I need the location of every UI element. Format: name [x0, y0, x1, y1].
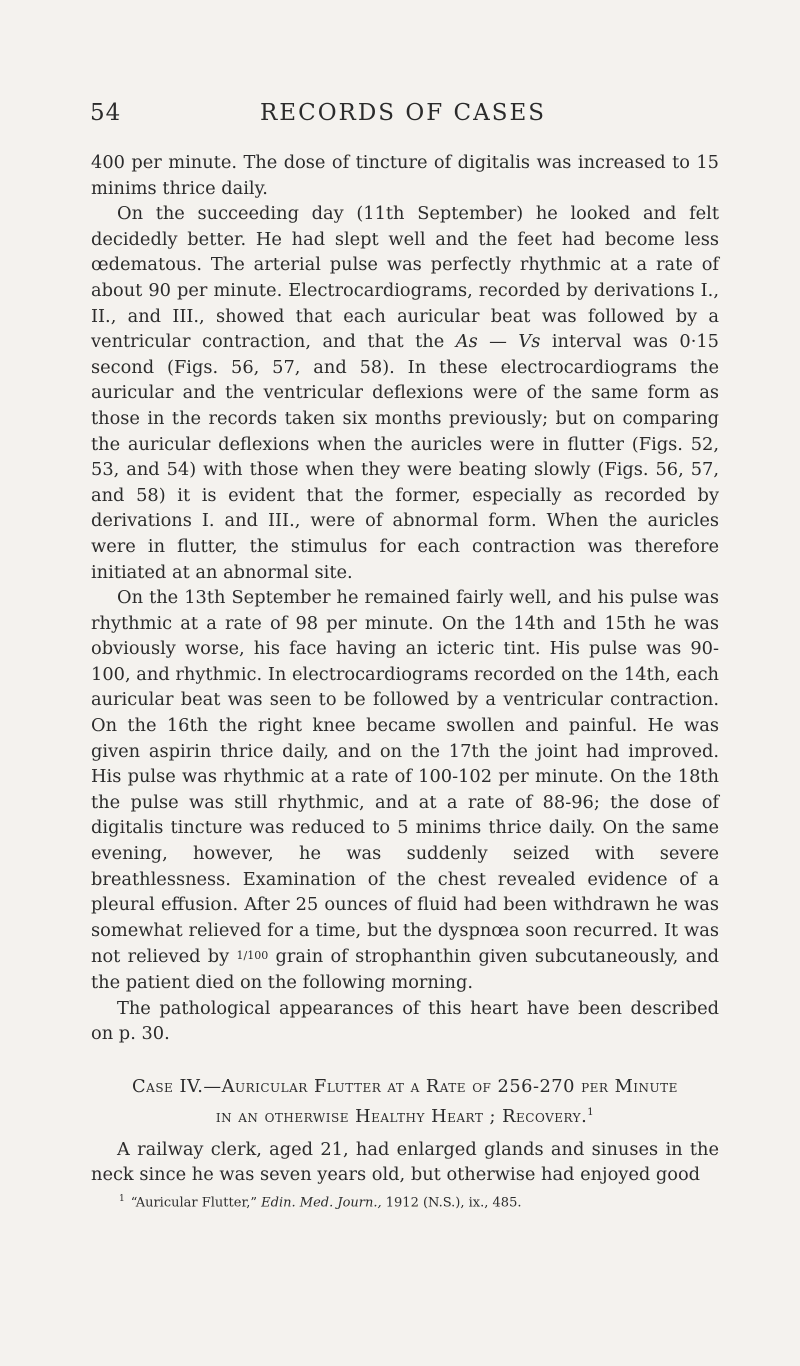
case-heading-footnote-ref[interactable]: 1 [587, 1106, 595, 1118]
paragraph-2-part-2: interval was 0·15 second (Figs. 56, 57, and 58). In these electrocardiograms the auricular and the ventricular deflexions were of the same form as those in the records taken six months previously; but on comparing the auricular deflexions when the auricles were in flutter (Figs. 52, 53, and 54) with those when they were beating slowly (Figs. 56, 57, and 58) it is evident that the former, especially as recorded by derivations I. and III., were of abnormal form. When the auricles were in flutter, the stimulus for each contraction was therefore initiated at an abnormal site. [91, 331, 719, 583]
footnote-text-start: “Auricular Flutter,” [130, 1195, 258, 1211]
running-head [90, 100, 716, 130]
case-heading-line-2 [91, 1100, 719, 1130]
paragraph-1: 400 per minute. The dose of tincture of digitalis was increased to 15 minims thrice daily. [91, 152, 719, 199]
paragraph-3-part-2: grain of strophanthin given subcutaneously, and the patient died on the following morning. [91, 946, 719, 993]
footnote-marker: 1 [119, 1193, 125, 1204]
footnote [91, 1190, 719, 1212]
fraction: 1/100 [236, 949, 269, 963]
interval-label: As — Vs [455, 331, 541, 353]
case-heading-line-2-text: in an otherwise Healthy Heart ; Recovery. [215, 1105, 588, 1127]
paragraph-4: The pathological appearances of this heart have been described on p. 30. [91, 997, 719, 1045]
case-heading-line-1: Case IV.—Auricular Flutter at a Rate of 256-270 per Minute [132, 1075, 678, 1097]
paragraph-3-part-1: On the 13th September he remained fairly well, and his pulse was rhythmic at a rate of 98 per minute. On the 14th and 15th he was obviously worse, his face having an icteric tint. His pulse was 90-100, and rhythmic. In electrocardiograms recorded on the 14th, each auricular beat was seen to be followed by a ventricular contraction. On the 16th the right knee became swollen and painful. He was given aspirin thrice daily, and on the 17th the joint had improved. His pulse was rhythmic at a rate of 100-102 per minute. On the 18th the pulse was still rhythmic, and at a rate of 88-96; the dose of digitalis tincture was reduced to 5 minims thrice daily. On the same evening, however, he was suddenly seized with severe breathlessness. Examination of the chest revealed evidence of a pleural effusion. After 25 ounces of fluid had been withdrawn he was somewhat relieved for a time, but the dyspnœa soon recurred. It was not relieved by [91, 587, 719, 968]
footnote-text-end: 1912 (N.S.), ix., 485. [385, 1195, 522, 1211]
paragraph-2-part-1: On the succeeding day (11th September) he looked and felt decidedly better. He had slept well and the feet had become less œdematous. The arterial pulse was perfectly rhythmic at a rate of about 90 per minute. Electrocardiograms, recorded by derivations I., II., and III., showed that each auricular beat was followed by a ventricular contraction, and that the [91, 203, 719, 353]
footnote-journal: Edin. Med. Journ., [261, 1195, 382, 1211]
case-heading [91, 1074, 719, 1130]
paragraph-2 [91, 201, 719, 585]
body-text [91, 150, 719, 1212]
running-title: RECORDS OF CASES [259, 100, 547, 126]
paragraph-5: A railway clerk, aged 21, had enlarged glands and sinuses in the neck since he was seven years old, but otherwise had enjoyed good [91, 1138, 719, 1186]
paragraph-3 [91, 585, 719, 996]
page-number: 54 [90, 100, 122, 126]
